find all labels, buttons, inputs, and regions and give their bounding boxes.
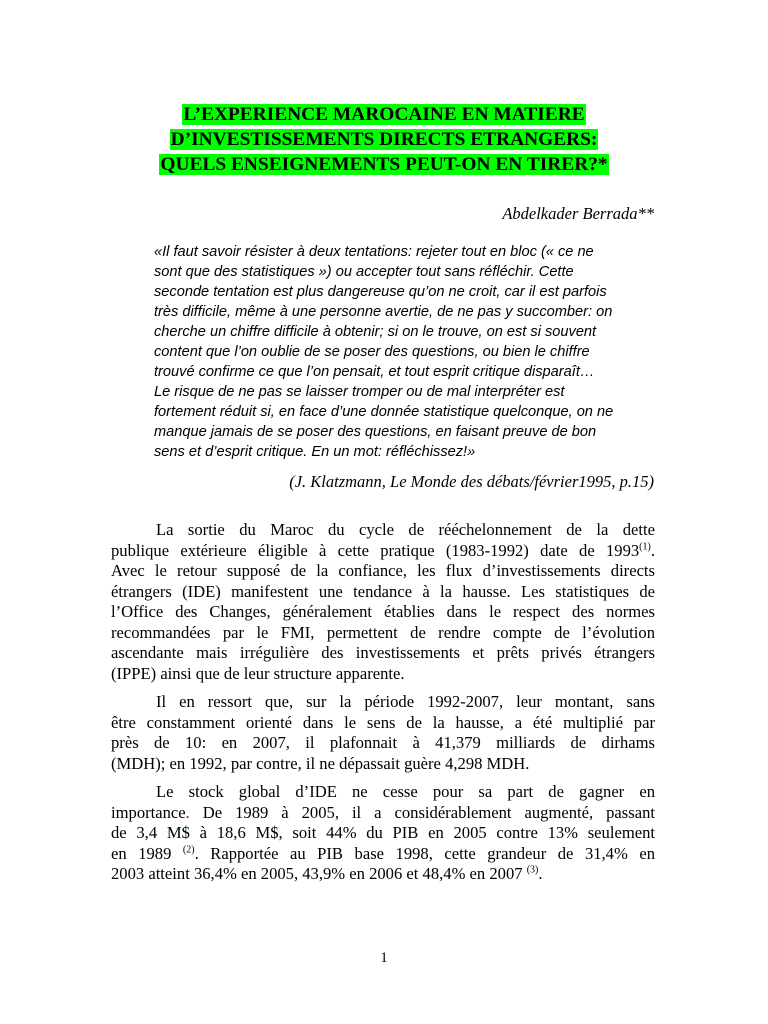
text-line: recommandées par le FMI, permettent de rendre compte de l’évolution (111, 622, 655, 642)
text-fragment: . (538, 864, 543, 883)
epigraph-line: «Il faut savoir résister à deux tentations: rejeter tout en bloc (« ce ne (154, 244, 594, 260)
text-line (111, 844, 655, 865)
text-line: de 3,4 M$ à 18,6 M$, soit 44% du PIB en 2005 contre 13% seulement (111, 823, 655, 842)
page-number: 1 (380, 950, 388, 966)
epigraph-line: cherche un chiffre difficile à obtenir; si on le trouve, on est si souvent (154, 324, 597, 340)
epigraph-quote (154, 242, 652, 462)
text-fragment: 2003 atteint 36,4% en 2005, 43,9% en 2006 et 48,4% en 2007 (111, 864, 527, 883)
title-line-1: L’EXPERIENCE MAROCAINE EN MATIERE (183, 104, 585, 125)
paragraph-1 (111, 520, 655, 684)
epigraph-line: manque jamais de se poser des questions, en faisant preuve de bon (154, 424, 597, 440)
text-fragment: De 1989 à 2005, il a considérablement augmenté, passant (189, 802, 655, 822)
text-fragment: . (185, 802, 190, 822)
epigraph-line: fortement réduit si, en face d’une donnée statistique quelconque, on ne (154, 404, 614, 420)
epigraph-line: sont que des statistiques ») ou accepter tout sans réfléchir. Cette (154, 264, 574, 280)
text-line: étrangers (IDE) manifestent une tendance à la hausse. Les statistiques de (111, 581, 655, 601)
paragraph-3 (111, 782, 655, 885)
text-fragment: . Rapportée au PIB base 1998, cette grandeur de 31,4% en (194, 843, 655, 863)
text-line (111, 803, 655, 824)
text-line: ascendante mais irrégulière des investissements et prêts privés étrangers (111, 643, 655, 662)
text-line (111, 541, 655, 562)
footnote-ref: (3) (526, 864, 539, 876)
text-line: l’Office des Changes, généralement établies dans le respect des normes (111, 602, 655, 621)
epigraph-line: seconde tentation est plus dangereuse qu’on ne croit, car il est parfois (154, 284, 607, 300)
epigraph-line: très difficile, même à une personne avertie, de ne pas y succomber: on (154, 304, 613, 320)
text-line (111, 864, 655, 885)
epigraph-source: (J. Klatzmann, Le Monde des débats/février1995, p.15) (289, 472, 654, 491)
text-line: Avec le retour supposé de la confiance, les flux d’investissements directs (111, 561, 655, 580)
body-text (111, 520, 655, 893)
footnote-ref: (1) (639, 540, 651, 552)
title-line-2: D’INVESTISSEMENTS DIRECTS ETRANGERS: (170, 129, 598, 150)
document-title (0, 102, 768, 177)
text-line: (IPPE) ainsi que de leur structure apparente. (111, 663, 405, 683)
footnote-ref: (2) (182, 843, 195, 855)
epigraph-line: sens et d’esprit critique. En un mot: réfléchissez!» (154, 444, 476, 460)
text-line: Il en ressort que, sur la période 1992-2007, leur montant, sans (156, 692, 655, 711)
text-line: La sortie du Maroc du cycle de rééchelonnement de la dette (156, 520, 655, 539)
text-line: près de 10: en 2007, il plafonnait à 41,379 milliards de dirhams (111, 733, 655, 752)
text-fragment: en 1989 (111, 843, 183, 863)
text-line: être constamment orienté dans le sens de la hausse, a été multiplié par (111, 712, 655, 732)
text-fragment: publique extérieure éligible à cette pratique (1983-1992) date de 1993 (111, 540, 640, 560)
paragraph-2 (111, 692, 655, 774)
epigraph-line: trouvé confirme ce que l’on pensait, et tout esprit critique disparaît… (154, 364, 595, 380)
epigraph-line: Le risque de ne pas se laisser tromper ou de mal interpréter est (154, 384, 565, 400)
text-line: Le stock global d’IDE ne cesse pour sa part de gagner en (156, 782, 655, 801)
author-name: Abdelkader Berrada** (502, 204, 654, 223)
text-line: (MDH); en 1992, par contre, il ne dépassait guère 4,298 MDH. (111, 753, 530, 773)
epigraph-line: content que l’on oublie de se poser des questions, ou bien le chiffre (154, 344, 590, 360)
text-fragment: . (650, 540, 655, 560)
title-line-3: QUELS ENSEIGNEMENTS PEUT-ON EN TIRER?* (160, 154, 608, 175)
text-fragment: importance (111, 802, 186, 822)
